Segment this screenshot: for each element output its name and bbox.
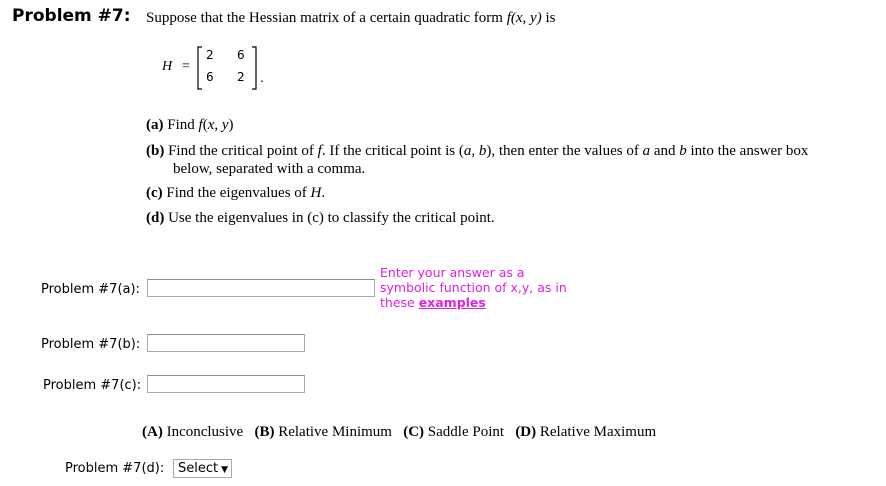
choice-tag: (A) xyxy=(142,424,163,440)
choice-tag: (C) xyxy=(403,424,425,440)
part-c-text: Find the eigenvalues of H. xyxy=(166,185,326,201)
answer-d-label: Problem #7(d): xyxy=(65,461,165,476)
chevron-down-icon: ▼ xyxy=(221,465,229,475)
part-d xyxy=(146,210,495,227)
answer-c-label: Problem #7(c): xyxy=(43,378,142,393)
choice-text: Saddle Point xyxy=(427,424,505,440)
matrix-cell: 6 xyxy=(237,48,245,62)
matrix-cell: 2 xyxy=(206,48,214,62)
choice-text: Relative Minimum xyxy=(278,424,392,440)
answer-a-input[interactable] xyxy=(147,279,375,297)
answer-c-input[interactable] xyxy=(147,375,305,393)
answer-d-select[interactable] xyxy=(173,459,232,478)
matrix-equals: = xyxy=(182,59,190,74)
hint-line: these examples xyxy=(380,295,486,310)
intro-args: (x, y) xyxy=(510,10,542,26)
matrix-cell: 6 xyxy=(206,70,214,84)
classification-choices xyxy=(142,424,656,441)
intro-suffix: is xyxy=(541,10,556,26)
choice-text: Relative Maximum xyxy=(539,424,657,440)
part-b-line2: below, separated with a comma. xyxy=(173,161,366,177)
answer-a-hint xyxy=(380,265,567,310)
select-value: Select xyxy=(178,461,219,476)
answer-a-label: Problem #7(a): xyxy=(41,282,140,297)
hint-line: Enter your answer as a xyxy=(380,265,525,280)
answer-b-label: Problem #7(b): xyxy=(41,337,141,352)
choice-tag: (D) xyxy=(515,424,537,440)
problem-title: Problem #7: xyxy=(12,6,131,26)
part-tag: (c) xyxy=(146,185,163,201)
matrix-cell: 2 xyxy=(237,70,245,84)
matrix-label: H xyxy=(162,59,173,74)
problem-intro xyxy=(146,10,555,27)
part-tag: (a) xyxy=(146,117,164,133)
part-b-line1: Find the critical point of f. If the critical point is (a, b), then enter the values of a and b into the answer box xyxy=(168,143,809,159)
part-a-text: Find f(x, y) xyxy=(167,117,234,133)
part-c xyxy=(146,185,325,202)
part-d-text: Use the eigenvalues in (c) to classify the critical point. xyxy=(168,210,495,226)
hint-line: symbolic function of x,y, as in xyxy=(380,280,567,295)
answer-b-input[interactable] xyxy=(147,334,305,352)
choice-text: Inconclusive xyxy=(166,424,244,440)
intro-function: f xyxy=(506,10,511,26)
part-b xyxy=(146,142,808,178)
part-tag: (d) xyxy=(146,210,165,226)
part-a xyxy=(146,117,234,134)
examples-link[interactable]: examples xyxy=(418,295,486,310)
choice-tag: (B) xyxy=(254,424,275,440)
matrix-period: . xyxy=(260,71,264,85)
part-tag: (b) xyxy=(146,143,165,159)
hessian-matrix xyxy=(197,46,257,90)
intro-prefix: Suppose that the Hessian matrix of a certain quadratic form xyxy=(146,10,507,26)
